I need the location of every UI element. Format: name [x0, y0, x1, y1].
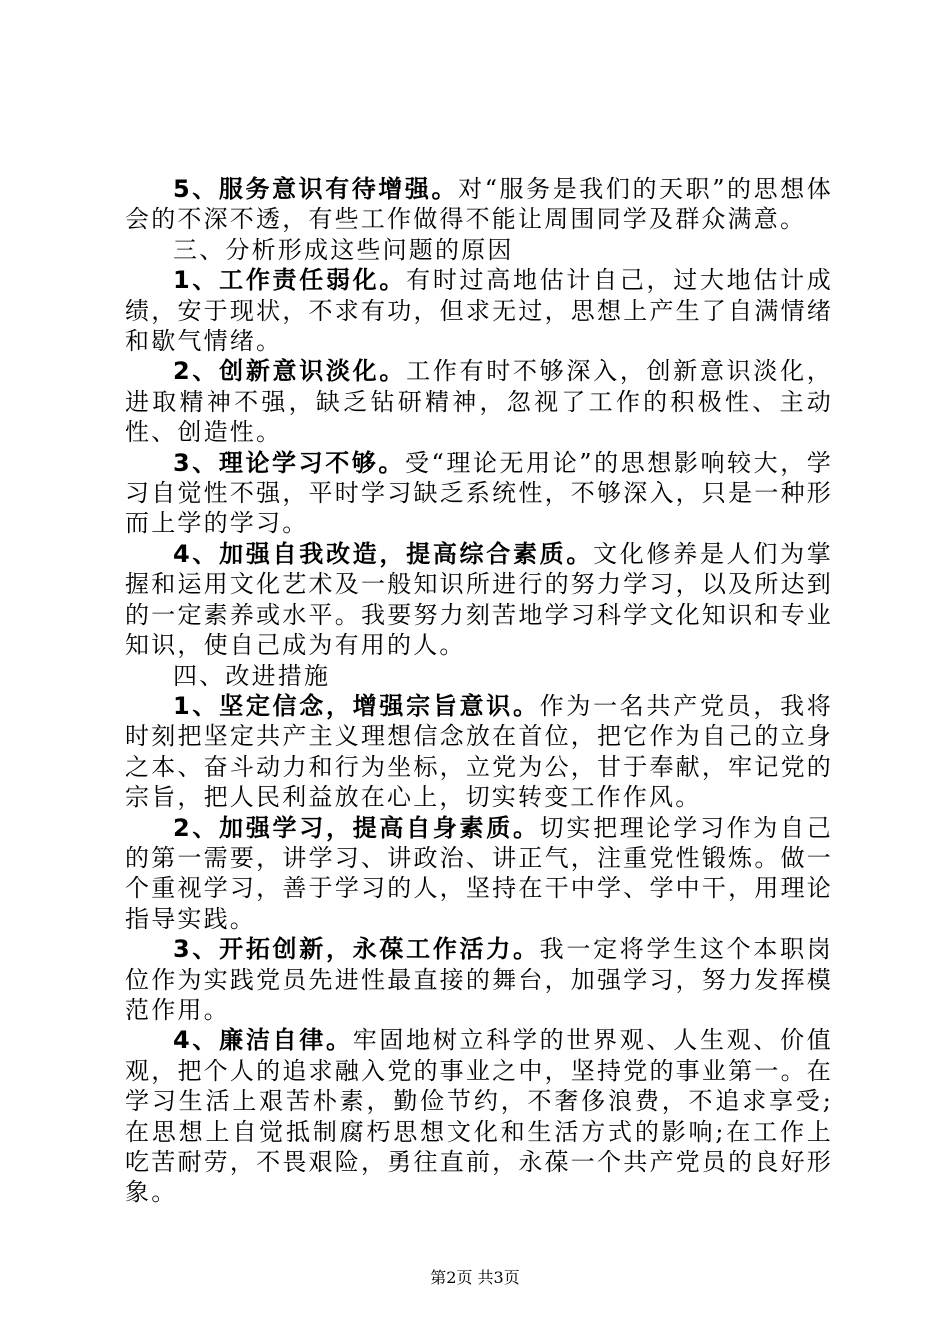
paragraph-lead: 1、坚定信念，增强宗旨意识。	[173, 691, 540, 720]
paragraph-service-awareness	[125, 174, 833, 235]
section-heading-text: 三、分析形成这些问题的原因	[173, 235, 514, 264]
paragraph-lead: 4、加强自我改造，提高综合素质。	[173, 539, 594, 568]
paragraph-text: 受“理论无用论”的思想影响较大，学习自觉性不强，平时学习缺乏系统性，不够深入，只是一种形而上学的学习。	[125, 448, 833, 538]
paragraph-lead: 5、服务意识有待增强。	[173, 175, 459, 203]
paragraph-lead: 2、创新意识淡化。	[173, 357, 407, 386]
paragraph-responsibility	[125, 265, 833, 356]
paragraph-innovate	[125, 934, 833, 1025]
paragraph-lead: 3、理论学习不够。	[173, 448, 405, 477]
paragraph-lead: 4、廉洁自律。	[173, 1026, 353, 1055]
paragraph-text: 牢固地树立科学的世界观、人生观、价值观，把个人的追求融入党的事业之中，坚持党的事业第一。在学习生活上艰苦朴素，勤俭节约，不奢侈浪费，不追求享受;在思想上自觉抵制腐朽思想文化和生活方式的影响;在工作上吃苦耐劳，不畏艰险，勇往直前，永葆一个共产党员的良好形象。	[125, 1026, 833, 1207]
paragraph-text: 我一定将学生这个本职岗位作为实践党员先进性最直接的舞台，加强学习，努力发挥模范作用。	[125, 935, 833, 1024]
paragraph-text: 切实把理论学习作为自己的第一需要，讲学习、讲政治、讲正气，注重党性锻炼。做一个重视学习，善于学习的人，坚持在干中学、学中干，用理论指导实践。	[125, 813, 833, 933]
paragraph-text: 对“服务是我们的天职”的思想体会的不深不透，有些工作做得不能让周围同学及群众满意。	[125, 175, 833, 234]
paragraph-integrity	[125, 1025, 833, 1207]
document-body	[125, 174, 833, 1208]
section-heading-causes	[125, 235, 833, 265]
paragraph-lead: 3、开拓创新，永葆工作活力。	[173, 935, 540, 964]
paragraph-theory-study	[125, 448, 833, 539]
paragraph-self-improvement	[125, 539, 833, 661]
paragraph-lead: 1、工作责任弱化。	[173, 266, 407, 295]
page-number-label: 第2页 共3页	[430, 1268, 520, 1287]
section-heading-measures	[125, 661, 833, 691]
section-heading-text: 四、改进措施	[173, 661, 331, 690]
page-footer	[0, 1268, 950, 1288]
paragraph-strengthen-study	[125, 813, 833, 935]
paragraph-text: 工作有时不够深入，创新意识淡化，进取精神不强，缺乏钻研精神，忽视了工作的积极性、主动性、创造性。	[125, 357, 834, 447]
paragraph-firm-belief	[125, 691, 833, 813]
paragraph-text: 作为一名共产党员，我将时刻把坚定共产主义理想信念放在首位，把它作为自己的立身之本、奋斗动力和行为坐标，立党为公，甘于奉献，牢记党的宗旨，把人民利益放在心上，切实转变工作作风。	[125, 691, 833, 812]
paragraph-text: 有时过高地估计自己，过大地估计成绩，安于现状，不求有功，但求无过，思想上产生了自满情绪和歇气情绪。	[125, 266, 834, 356]
paragraph-lead: 2、加强学习，提高自身素质。	[173, 813, 540, 842]
paragraph-innovation	[125, 356, 833, 447]
paragraph-text: 文化修养是人们为掌握和运用文化艺术及一般知识所进行的努力学习，以及所达到的一定素养或水平。我要努力刻苦地学习科学文化知识和专业知识，使自己成为有用的人。	[125, 539, 833, 660]
